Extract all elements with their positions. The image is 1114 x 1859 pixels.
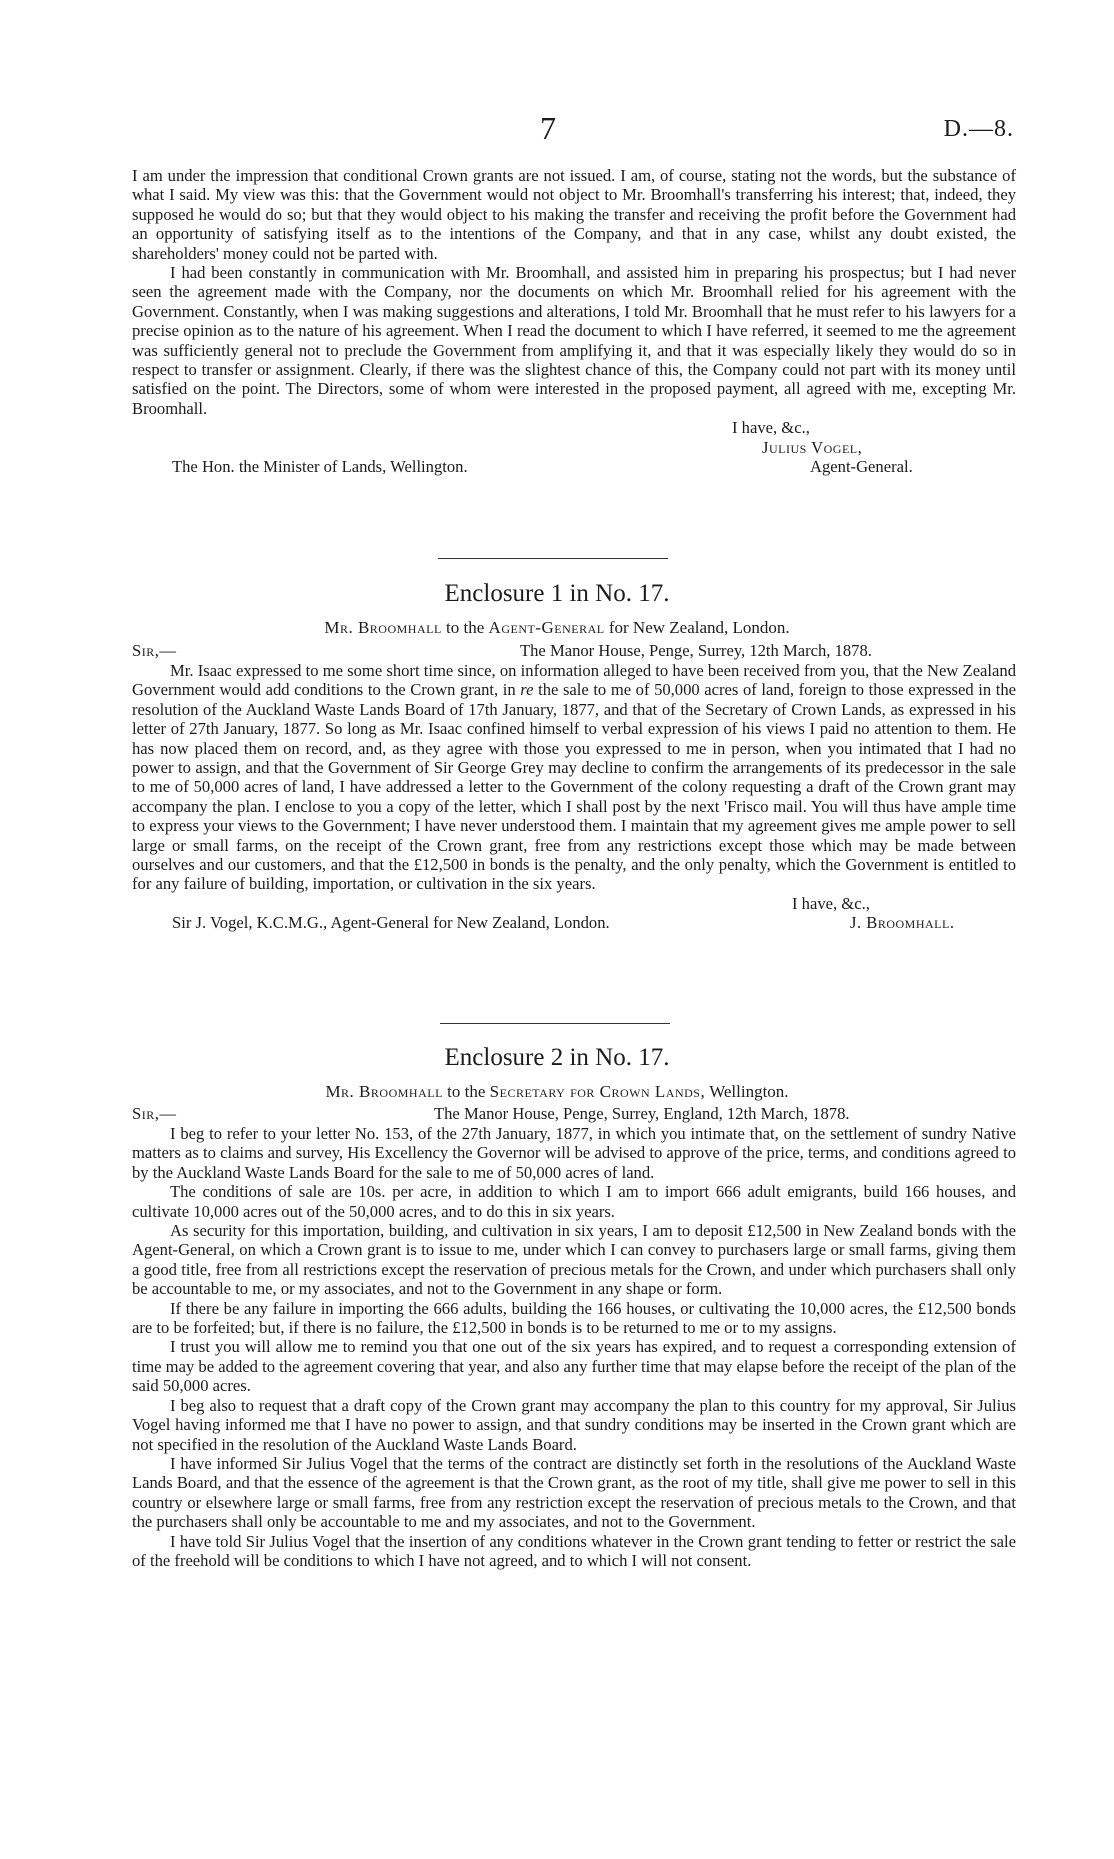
address-date: The Manor House, Penge, Surrey, 12th March, 1878.: [520, 641, 872, 660]
addressee: Sir J. Vogel, K.C.M.G., Agent-General for New Zealand, London.: [172, 913, 610, 933]
page-header: [0, 110, 1114, 150]
page-number: 7: [540, 110, 556, 146]
enclosure-2-body: [132, 1124, 1016, 1570]
signer-name: Julius Vogel,: [762, 437, 863, 457]
document-code: D.—8.: [943, 116, 1014, 142]
salutation: Sir,—: [132, 1104, 177, 1123]
letter-paragraph: The conditions of sale are 10s. per acre, in addition to which I am to import 666 adult emigrants, build 166 houses, and cultivate 10,000 acres out of the 50,000 acres, and to do this in six years.: [132, 1182, 1016, 1221]
signature-row: [132, 913, 1016, 932]
letter-paragraph: I have told Sir Julius Vogel that the insertion of any conditions whatever in the Crown grant tending to fetter or restrict the sale of the freehold will be conditions to which I have not agreed, and to which I will not consent.: [132, 1531, 1016, 1570]
letter-paragraph: I beg to refer to your letter No. 153, of the 27th January, 1877, in which you intimate that, on the settlement of sundry Native matters as to claims and survey, His Excellency the Governor will be advised to approve of the price, terms, and conditions agreed to by the Auckland Waste Lands Board for the sale to me of 50,000 acres of land.: [132, 1124, 1016, 1182]
enclosure-2-heading: [132, 1104, 1016, 1124]
letter-paragraph: I am under the impression that conditional Crown grants are not issued. I am, of course, stating not the words, but the substance of what I said. My view was this: that the Government would not object to Mr. Broomhall's transferring his interest; that, indeed, they supposed he would do so; but that they would object to his making the transfer and receiving the profit before the Government had an opportunity of satisfying itself as to the intentions of the Company, and that in any case, whilst any doubt existed, the shareholders' money could not be parted with.: [132, 166, 1016, 263]
enclosure-1-subtitle: Mr. Broomhall to the Agent-General for New Zealand, London.: [324, 618, 790, 637]
salutation: Sir,—: [132, 641, 177, 660]
address-date: The Manor House, Penge, Surrey, England, 12th March, 1878.: [434, 1104, 850, 1123]
enclosure-1-heading: [132, 641, 1016, 661]
letter-paragraph: I trust you will allow me to remind you that one out of the six years has expired, and to request a corresponding extension of time may be added to the agreement covering that year, and also any further time that may elapse before the receipt of the plan of the said 50,000 acres.: [132, 1337, 1016, 1396]
letter-paragraph: Mr. Isaac expressed to me some short time since, on information alleged to have been received from you, that the New Zealand Government would add conditions to the Crown grant, in re the sale to me of 50,000 acres of land, foreign to those expressed in the resolution of the Auckland Waste Lands Board of 17th January, 1877, and that of the Secretary of Crown Lands, as expressed in his letter of 27th January, 1877. So long as Mr. Isaac confined himself to verbal expression of his views I paid no attention to them. He has now placed them on record, and, as they agree with those you expressed to me in person, when you intimated that I had no power to assign, and that the Government of Sir George Grey may decline to confirm the arrangements of its predecessor in the sale to me of 50,000 acres of land, I have addressed a letter to the Government of the colony requesting a draft of the Crown grant may accompany the plan. I enclose to you a copy of the letter, which I shall post by the next 'Frisco mail. You will thus have ample time to express your views to the Government; I have never understood them. I maintain that my agreement gives me ample power to sell large or small farms, on the receipt of the Crown grant, free from any restrictions except those which may be made between ourselves and our customers, and that the £12,500 in bonds is the penalty, and the only penalty, which the Government is entitled to for any failure of building, importation, or cultivation in the six years.: [132, 661, 1017, 894]
enclosure-1-title: Enclosure 1 in No. 17.: [444, 580, 670, 607]
letter-paragraph: If there be any failure in importing the 666 adults, building the 166 houses, or cultivating the 10,000 acres, the £12,500 bonds are to be forfeited; but, if there is no failure, the £12,500 in bonds is to be returned to me or to my assigns.: [132, 1298, 1016, 1338]
closing: I have, &c.,: [732, 418, 810, 438]
letter-paragraph: I beg also to request that a draft copy of the Crown grant may accompany the plan to this country for my approval, Sir Julius Vogel having informed me that I have no power to assign, and that sundry conditions may be inserted in the Crown grant which are not specified in the resolution of the Auckland Waste Lands Board.: [132, 1395, 1016, 1454]
enclosure-1-body: [132, 661, 1016, 933]
section-divider: [440, 1023, 670, 1024]
letter-body: [132, 166, 1016, 476]
signature-row: [132, 457, 1016, 476]
letter-paragraph: As security for this importation, building, and cultivation in six years, I am to deposit £12,500 in New Zealand bonds with the Agent-General, on which a Crown grant is to issue to me, under which I can convey to purchasers large or small farms, giving them a good title, free from all restrictions except the reservation of precious metals for the Crown, and under which purchasers shall only be accountable to me, or my associates, and not to the Government in any shape or form.: [132, 1221, 1016, 1299]
signature-row: [132, 894, 1016, 913]
enclosure-2-title: Enclosure 2 in No. 17.: [444, 1044, 670, 1071]
letter-paragraph: I have informed Sir Julius Vogel that the terms of the contract are distinctly set forth in the resolutions of the Auckland Waste Lands Board, and that the essence of the agreement is that the Crown grant, as the root of my title, shall give me power to sell in this country or elsewhere large or small farms, free from any restriction except the reservation of precious metals to the Crown, and that the purchasers shall only be accountable to me and my associates, and not to the Government.: [132, 1453, 1016, 1532]
signature-row: [132, 438, 1016, 457]
signer-name: J. Broomhall.: [850, 913, 955, 933]
signature-row: [132, 418, 1016, 437]
addressee: The Hon. the Minister of Lands, Wellington.: [172, 457, 468, 477]
section-divider: [438, 558, 668, 559]
enclosure-2-subtitle: Mr. Broomhall to the Secretary for Crown Lands, Wellington.: [325, 1082, 789, 1101]
letter-paragraph: I had been constantly in communication with Mr. Broomhall, and assisted him in preparing his prospectus; but I had never seen the agreement made with the Company, nor the documents on which Mr. Broomhall relied for his agreement with the Government. Constantly, when I was making suggestions and alterations, I told Mr. Broomhall that he must refer to his lawyers for a precise opinion as to the nature of his agreement. When I read the document to which I have referred, it seemed to me the agreement was sufficiently general not to preclude the Government from amplifying it, and that it was especially likely they would do so in respect to transfer or assignment. Clearly, if there was the slightest chance of this, the Company could not part with its money until satisfied on the point. The Directors, some of whom were interested in the proposed payment, all agreed with me, excepting Mr. Broomhall.: [132, 263, 1016, 418]
closing: I have, &c.,: [792, 893, 870, 913]
signer-title: Agent-General.: [810, 457, 913, 477]
